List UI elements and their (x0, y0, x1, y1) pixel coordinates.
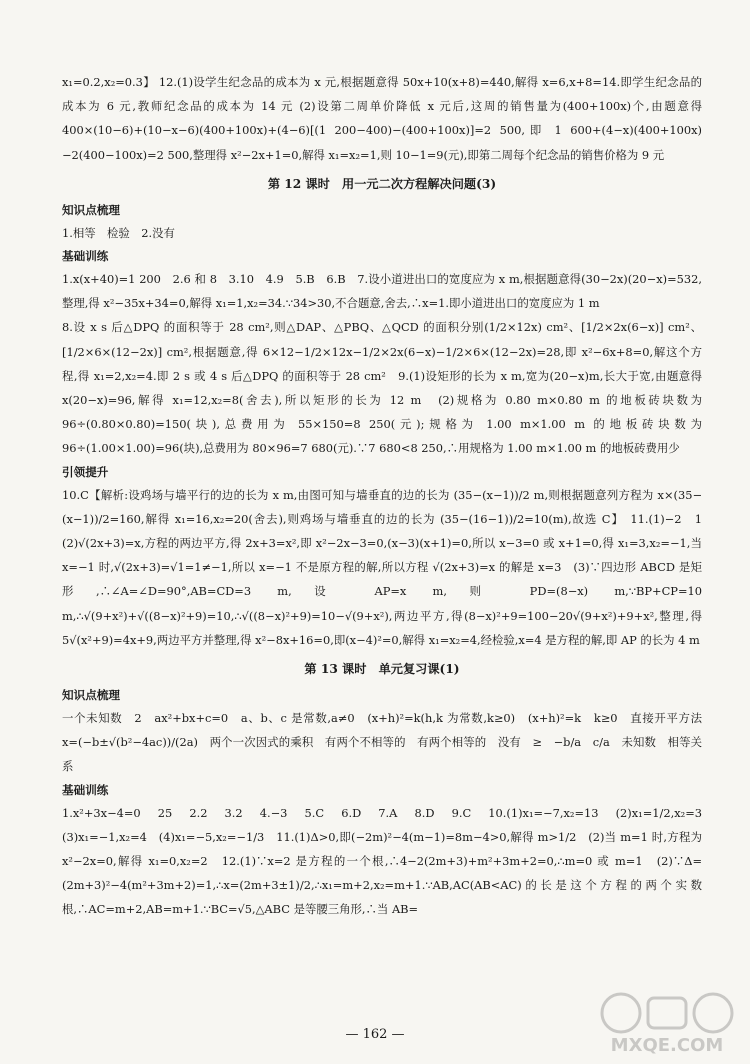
answer-paragraph: 10.C【解析:设鸡场与墙平行的边的长为 x m,由图可知与墙垂直的边的长为 (35−(x−1))/2 m,则根据题意列方程为 x×(35−(x−1))/2=160,解得 x₁=16,x₂=20(舍去),则鸡场与墙垂直的边的长为 (35−(16−1))/2=10(m),故选 C】 11.(1)−2 1 (2)√(2x+3)=x,方程的两边平方,得 2x+3=x²,即 x²−2x−3=0,(x−3)(x+1)=0,所以 x−3=0 或 x+1=0,得 x₁=3,x₂=−1,当 x=−1 时,√(2x+3)=√1=1≠−1,所以 x=−1 不是原方程的解,所以方程 √(2x+3)=x 的解是 x=3 (3)∵四边形 ABCD 是矩形,∴∠A=∠D=90°,AB=CD=3 m,设 AP=x m,则 PD=(8−x) m,∵BP+CP=10 m,∴√(9+x²)+√((8−x)²+9)=10,∴√((8−x)²+9)=10−√(9+x²),两边平方,得(8−x)²+9=100−20√(9+x²)+9+x²,整理,得 5√(x²+9)=4x+9,两边平方并整理,得 x²−8x+16=0,即(x−4)²=0,解得 x₁=x₂=4,经检验,x=4 是方程的解,即 AP 的长为 4 m (62, 487, 714, 647)
lesson-heading: 第 13 课时 单元复习课(1) (304, 662, 460, 677)
answer-paragraph: 1.x²+3x−4=0 25 2.2 3.2 4.−3 5.C 6.D 7.A 8.D 9.C 10.(1)x₁=−7,x₂=13 (2)x₁=1/2,x₂=3 (3)x₁=−1,x₂=4 (4)x₁=−5,x₂=−1/3 11.(1)Δ>0,即(−2m)²−4(m−1)=8m−4>0,解得 m>1/2 (2)当 m=1 时,方程为 x²−2x=0,解得 x₁=0,x₂=2 12.(1)∵x=2 是方程的一个根,∴4−2(2m+3)+m²+3m+2=0,∴m=0 或 m=1 (2)∵Δ=(2m+3)²−4(m²+3m+2)=1,∴x=(2m+3±1)/2,∴x₁=m+2,x₂=m+1.∵AB,AC(AB<AC)的长是这个方程的两个实数根,∴AC=m+2,AB=m+1.∵BC=√5,△ABC 是等腰三角形,∴当 AB= (62, 805, 714, 917)
section-label: 知识点梳理 (62, 688, 120, 703)
section-label: 知识点梳理 (62, 202, 120, 217)
watermark-logo (598, 990, 736, 1056)
answer-paragraph: 1.相等 检验 2.没有 (62, 225, 175, 240)
watermark-text: MXQE.COM (610, 1035, 724, 1056)
section-label: 引领提升 (62, 464, 109, 479)
section-label: 基础训练 (62, 782, 109, 797)
watermark-seal-icon (598, 990, 736, 1036)
page-number: — 162 — (345, 1027, 405, 1042)
answer-paragraph: 8.设 x s 后△DPQ 的面积等于 28 cm²,则△DAP、△PBQ、△QCD 的面积分别(1/2×12x) cm²、[1/2×2x(6−x)] cm²、[1/2×6×(12−2x)] cm²,根据题意,得 6×12−1/2×12x−1/2×2x(6−x)−1/2×6×(12−2x)=28,即 x²−6x+8=0,解这个方程,得 x₁=2,x₂=4.即 2 s 或 4 s 后△DPQ 的面积等于 28 cm² 9.(1)设矩形的长为 x m,宽为(20−x)m,长大于宽,由题意得 x(20−x)=96,解得 x₁=12,x₂=8(舍去),所以矩形的长为 12 m (2)规格为 0.80 m×0.80 m 的地板砖块数为 96÷(0.80×0.80)=150(块),总费用为 55×150=8 250(元);规格为 1.00 m×1.00 m 的地板砖块数为 96÷(1.00×1.00)=96(块),总费用为 80×96=7 680(元).∵7 680<8 250,∴用规格为 1.00 m×1.00 m 的地板砖费用少 (62, 320, 702, 456)
answer-page-content (62, 70, 714, 922)
answer-paragraph: 一个未知数 2 ax²+bx+c=0 a、b、c 是常数,a≠0 (x+h)²=k(h,k 为常数,k≥0) (x+h)²=k k≥0 直接开平方法 x=(−b±√(b²−4ac))/(2a) 两个一次因式的乘积 有两个不相等的 有两个相等的 没有 ≥ −b/a c/a 未知数 相等关系 (62, 711, 714, 774)
answer-paragraph: 1.x(x+40)=1 200 2.6 和 8 3.10 4.9 5.B 6.B 7.设小道进出口的宽度应为 x m,根据题意得(30−2x)(20−x)=532,整理,得 x²−35x+34=0,解得 x₁=1,x₂=34.∵34>30,不合题意,舍去,∴x=1.即小道进出口的宽度应为 1 m (62, 272, 702, 311)
lesson-heading: 第 12 课时 用一元二次方程解决问题(3) (267, 176, 497, 191)
section-label: 基础训练 (62, 249, 109, 264)
answer-paragraph: x₁=0.2,x₂=0.3】 12.(1)设学生纪念品的成本为 x 元,根据题意得 50x+10(x+8)=440,解得 x=6,x+8=14.即学生纪念品的成本为 6 元,教师纪念品的成本为 14 元 (2)设第二周单价降低 x 元后,这周的销售量为(400+100x)个,由题意得 400×(10−6)+(10−x−6)(400+100x)+(4−6)[(1 200−400)−(400+100x)]=2 500,即 1 600+(4−x)(400+100x)−2(400−100x)=2 500,整理得 x²−2x+1=0,解得 x₁=x₂=1,则 10−1=9(元),即第二周每个纪念品的销售价格为 9 元 (62, 75, 702, 162)
